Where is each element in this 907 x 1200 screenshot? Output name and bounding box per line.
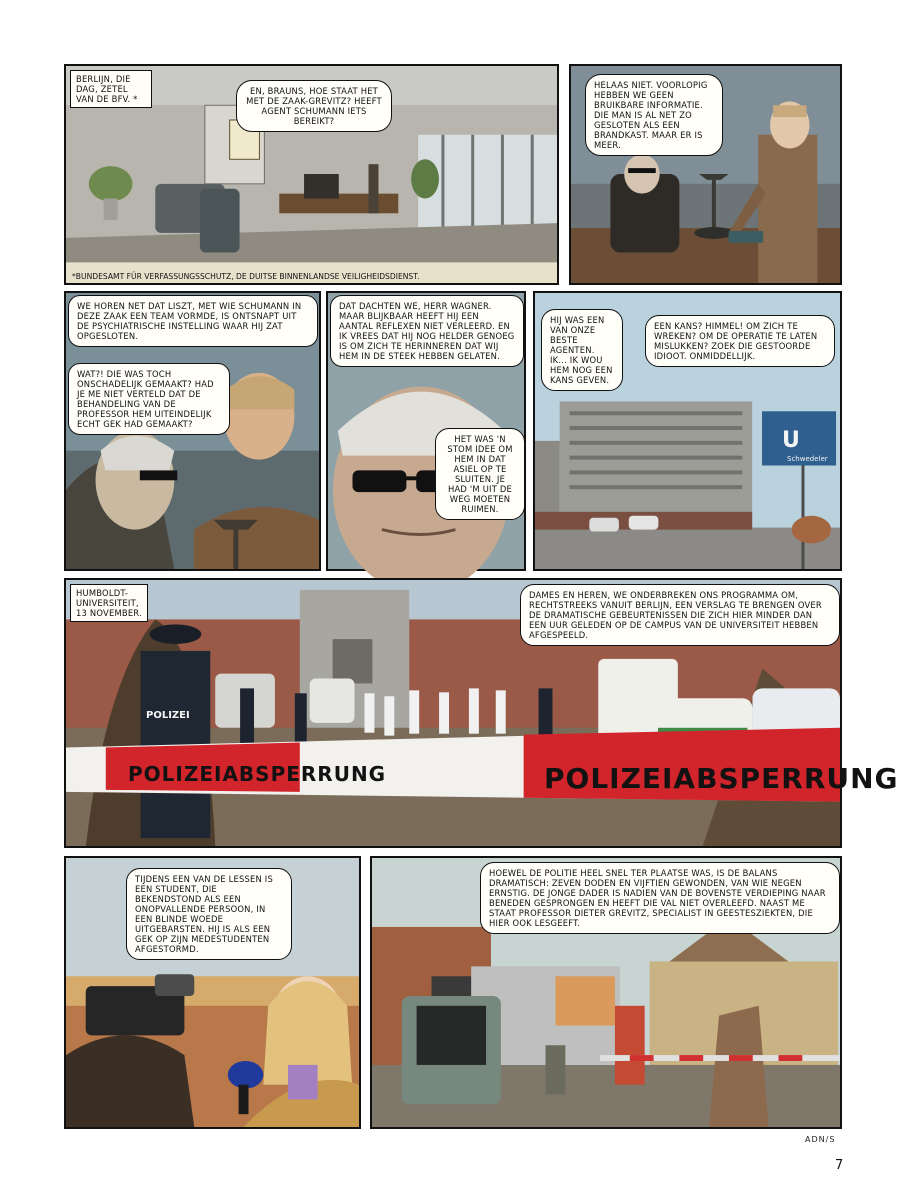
speech-bubble-reflexes: DAT DACHTEN WE, HERR WAGNER. MAAR BLIJKBAAR HEEFT HIJ EEN AANTAL REFLEXEN NIET VERLEERD. EN IK VREES DAT HIJ NOG HELDER GENOEG IS OM ZICH TE HERINNEREN DAT WIJ HEM IN DE STEEK HEBBEN GELATEN. — [330, 295, 524, 367]
panel-office-closeup — [569, 64, 842, 285]
ubahn-sign-station: Schwedeler — [787, 455, 828, 463]
panel-crime-scene — [64, 578, 899, 848]
speech-bubble-question: EN, BRAUNS, HOE STAAT HET MET DE ZAAK-GREVITZ? HEEFT AGENT SCHUMANN IETS BEREIKT? — [236, 80, 392, 132]
police-vest-text: POLIZEI — [146, 710, 190, 721]
speech-bubble-grevitz-intro: HOEWEL DE POLITIE HEEL SNEL TER PLAATSE WAS, IS DE BALANS DRAMATISCH: ZEVEN DODEN EN VIJFTIEN GEWONDEN, VAN WIE NEGEN ERNSTIG. DE JONGE DADER IS NADIEN VAN DE BOVENSTE VERDIEPING NAAR BENEDEN GESPRONGEN EN HEEFT DIE VAL NIET OVERLEEFD. NAAST ME STAAT PROFESSOR DIETER GREVITZ, SPECIALIST IN GEESTESZIEKTEN, DIE HIER OOK LESGEEFT. — [480, 862, 840, 934]
speech-bubble-escape-news: WE HOREN NET DAT LISZT, MET WIE SCHUMANN IN DEZE ZAAK EEN TEAM VORMDE, IS ONTSNAPT UIT DE PSYCHIATRISCHE INSTELLING WAAR HIJ ZAT OPGESLOTEN. — [68, 295, 318, 347]
speech-bubble-revenge: EEN KANS? HIMMEL! OM ZICH TE WREKEN? OM DE OPERATIE TE LATEN MISLUKKEN? ZOEK DIE GESTOORDE IDIOOT. ONMIDDELLIJK. — [645, 315, 835, 367]
page-number: 7 — [835, 1158, 844, 1173]
speech-bubble-answer: HELAAS NIET. VOORLOPIG HEBBEN WE GEEN BRUIKBARE INFORMATIE. DIE MAN IS AL NET ZO GESLOTEN ALS EEN BRANDKAST. MAAR ER IS MEER. — [585, 74, 723, 156]
panel-office-wide — [64, 64, 559, 285]
speech-bubble-reaction: WAT?! DIE WAS TOCH ONSCHADELIJK GEMAAKT? HAD JE ME NIET VERTELD DAT DE BEHANDELING VAN DE PROFESSOR HEM UITEINDELIJK ECHT GEK HAD GEMAAKT? — [68, 363, 230, 435]
police-tape-text-right: POLIZEIABSPERRUNG — [544, 762, 899, 795]
ubahn-sign-letter: U — [782, 428, 800, 453]
location-caption: BERLIJN, DIE DAG, ZETEL VAN DE BFV. * — [70, 70, 152, 108]
footnote-bfv: *BUNDESAMT FÜR VERFASSUNGSSCHUTZ, DE DUITSE BINNENLANDSE VEILIGHEIDSDIENST. — [72, 272, 420, 281]
panel-boss-closeup — [326, 291, 526, 571]
speech-bubble-best-agent: HIJ WAS EEN VAN ONZE BESTE AGENTEN. IK... IK WOU HEM NOG EEN KANS GEVEN. — [541, 309, 623, 391]
speech-bubble-broadcast: DAMES EN HEREN, WE ONDERBREKEN ONS PROGRAMMA OM, RECHTSTREEKS VANUIT BERLIJN, EEN VERSLAG TE BRENGEN OVER DE DRAMATISCHE GEBEURTENISSEN DIE ZICH HIER MINDER DAN EEN UUR GELEDEN OP DE CAMPUS VAN DE UNIVERSITEIT HEBBEN AFGESPEELD. — [520, 584, 840, 646]
panel-reporter — [64, 856, 361, 1129]
panel-men-talking — [64, 291, 321, 571]
artist-signature: ADN/S — [805, 1135, 836, 1144]
police-tape-text-left: POLIZEIABSPERRUNG — [128, 762, 387, 786]
location-date-caption: HUMBOLDT-UNIVERSITEIT, 13 NOVEMBER. — [70, 584, 148, 622]
panel-camera-crew — [370, 856, 842, 1129]
panel-building-exterior — [533, 291, 842, 571]
speech-bubble-stupid-idea: HET WAS 'N STOM IDEE OM HEM IN DAT ASIEL OP TE SLUITEN. JE HAD 'M UIT DE WEG MOETEN RUIMEN. — [435, 428, 525, 520]
speech-bubble-student: TIJDENS EEN VAN DE LESSEN IS EEN STUDENT, DIE BEKENDSTOND ALS EEN ONOPVALLENDE PERSOON, IN EEN BLINDE WOEDE UITGEBARSTEN. HIJ IS ALS EEN GEK OP ZIJN MEDESTUDENTEN AFGESTORMD. — [126, 868, 292, 960]
